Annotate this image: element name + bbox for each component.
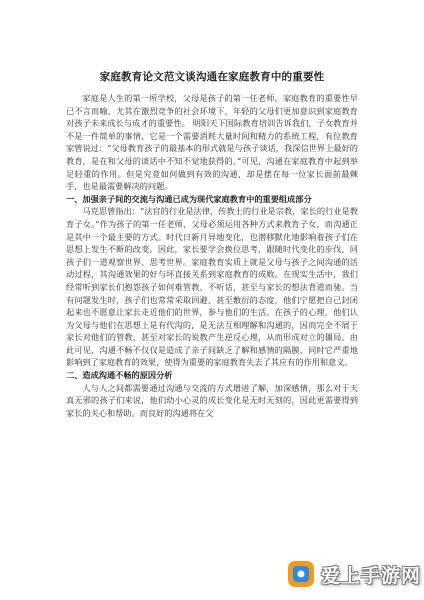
site-watermark bbox=[286, 558, 422, 590]
body-paragraph: 人与人之间都需要通过沟通与交流的方式增进了解，加深感情，那么对于天真无邪的孩子们来说，他们幼小心灵的成长变化是无时无刻的，因此更需要得到家长的关心和帮助。而良好的沟通将在父 bbox=[66, 382, 358, 418]
section-heading: 一、加强亲子间的交流与沟通已成为现代家庭教育中的重要组成部分 bbox=[66, 193, 312, 204]
logo-center-dot bbox=[298, 571, 305, 578]
body-paragraph: 家庭是人生的第一所学校，父母是孩子的第一任老师。家庭教育的重要性早已不言而喻，尤其在激烈竞争的社会环境下，年轻的父母们更加意识到家庭教育对孩子未来成长与成才的重要性。 明阳天下国际教育培训告诉我们，子女教育并不是一件简单的事情，它是一个需要消耗大量时间和精力的系统工程，有位教育家曾说过：“父母教育孩子的最基本的形式就是与孩子谈话，我深信世界上最好的教育，是在和父母的谈话中不知不觉地获得的。”可见，沟通在家庭教育中起到举足轻重的作用。但是究竟如何做到有效的沟通，却是摆在每一位家长面前最棘手，也是最需要解决的问题。 bbox=[66, 93, 358, 192]
body-paragraph: 马克思曾指出：“法官的行业是法律，传教士的行业是宗教，家长的行业是教育子女。”作为孩子的第一任老师，父母必须运用各种方式来教育子女，而沟通正是其中一个最主要的方式。时代日新月异地变化，也潜移默化地影响着孩子们在思想上发生不断的改变。因此，家长要学会换位思考，跟随时代变化的步伐，同孩子们一道观察世界、思考世界。家庭教育实质上就是父母与孩子之间沟通的活动过程，其沟通效果的好与坏直接关系到家庭教育的成败。在现实生活中，我们经常听到家长们抱怨孩子如何难管教、不听话，甚至与家长的想法背道而驰。当有问题发生时，孩子们也常常采取回避、甚至敷衍的态度，他们宁愿把自己封闭起来也不愿意让家长走近他们的世界，参与他们的生活。在孩子的心理，他们认为父母与他们在思想上是有代沟的，是无法互相理解和沟通的，因而完全不屑于家长对他们的管教，甚至对家长的说教产生逆反心理，从而形成对立的僵局。由此可见，沟通不畅不仅仅是造成了亲子间缺乏了解和感情的隔膜，同时它严重地影响到了家庭教育的效果，使得为重要的家庭教育失去了其应有的作用和意义。 bbox=[66, 206, 358, 368]
section-heading: 二、造成沟通不畅的原因分析 bbox=[66, 370, 173, 381]
watermark-logo-svg bbox=[286, 559, 316, 589]
document-body bbox=[66, 92, 358, 419]
game-controller-logo-icon bbox=[286, 559, 316, 589]
watermark-text: 爱上手游网 bbox=[321, 564, 422, 587]
document-title: 家庭教育论文范文谈沟通在家庭教育中的重要性 bbox=[99, 71, 325, 83]
